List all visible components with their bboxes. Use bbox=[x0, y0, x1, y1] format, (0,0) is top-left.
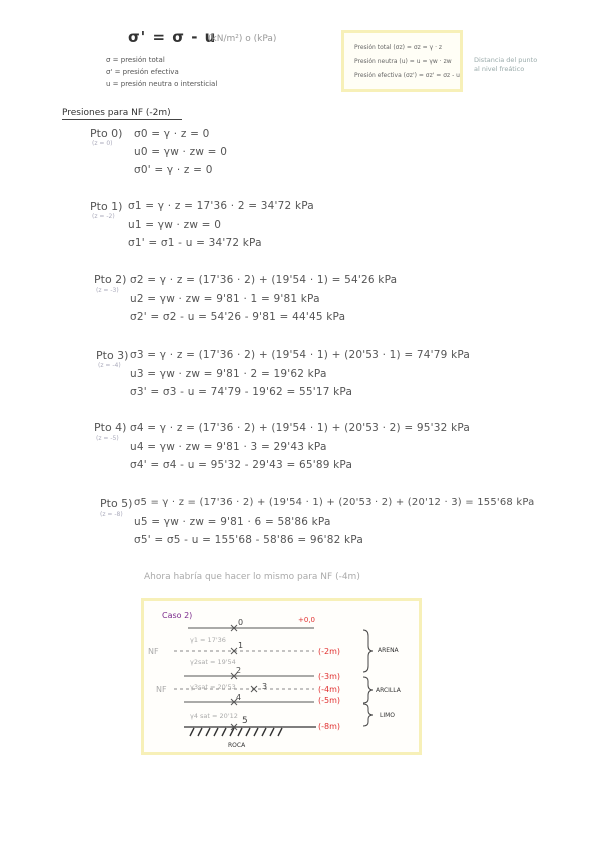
point-1-label: Pto 1) bbox=[90, 200, 123, 213]
point-3-label: Pto 3) bbox=[96, 349, 129, 362]
point-3-line-2: u3 = γw · zw = 9'81 · 2 = 19'62 kPa bbox=[130, 368, 327, 380]
depth-5m: (-5m) bbox=[318, 696, 341, 705]
nf-label: NF bbox=[148, 647, 159, 656]
top-level-label: +0,0 bbox=[298, 616, 315, 624]
point-label-4: 4 bbox=[236, 693, 242, 702]
point-label-1: 1 bbox=[238, 641, 244, 650]
layer-arena: ARENA bbox=[378, 647, 399, 654]
gamma-3: γ3sat = 20'53 bbox=[190, 683, 236, 691]
point-2-label: Pto 2) bbox=[94, 273, 127, 286]
nf-label-2: NF bbox=[156, 685, 167, 694]
legend-neutral: u = presión neutra o intersticial bbox=[106, 80, 218, 88]
box-line-total: Presión total (σz) = σz = γ · z bbox=[354, 44, 443, 51]
point-1-sub: (z = -2) bbox=[92, 213, 115, 220]
point-4-line-1: σ4 = γ · z = (17'36 · 2) + (19'54 · 1) + (20'53 · 2) = 95'32 kPa bbox=[130, 422, 471, 434]
point-label-2: 2 bbox=[236, 666, 242, 675]
box-side-note: Distancia del punto al nivel freático bbox=[474, 56, 538, 73]
gamma-2: γ2sat = 19'54 bbox=[190, 658, 236, 666]
section-underline bbox=[62, 119, 182, 120]
soil-profile-diagram bbox=[141, 598, 422, 755]
point-4-line-3: σ4' = σ4 - u = 95'32 - 29'43 = 65'89 kPa bbox=[130, 459, 353, 471]
depth-8m: (-8m) bbox=[318, 722, 341, 731]
point-3-line-3: σ3' = σ3 - u = 74'79 - 19'62 = 55'17 kPa bbox=[130, 386, 353, 398]
point-0-line-1: σ0 = γ · z = 0 bbox=[134, 128, 210, 140]
soil-profile-svg bbox=[144, 601, 419, 752]
point-5-sub: (z = -8) bbox=[100, 511, 123, 518]
legend-total: σ = presión total bbox=[106, 56, 165, 64]
point-5-line-2: u5 = γw · zw = 9'81 · 6 = 58'86 kPa bbox=[134, 516, 331, 528]
point-4-label: Pto 4) bbox=[94, 421, 127, 434]
layer-limo: LIMO bbox=[380, 712, 396, 719]
point-0-line-3: σ0' = γ · z = 0 bbox=[134, 164, 213, 176]
formula-box bbox=[341, 30, 463, 92]
point-2-line-1: σ2 = γ · z = (17'36 · 2) + (19'54 · 1) = 54'26 kPa bbox=[130, 274, 398, 286]
point-4-line-2: u4 = γw · zw = 9'81 · 3 = 29'43 kPa bbox=[130, 441, 327, 453]
box-line-neutral: Presión neutra (u) = u = γw · zw bbox=[354, 58, 452, 65]
gamma-1: γ1 = 17'36 bbox=[190, 636, 226, 644]
point-2-line-2: u2 = γw · zw = 9'81 · 1 = 9'81 kPa bbox=[130, 293, 320, 305]
point-3-sub: (z = -4) bbox=[98, 362, 121, 369]
point-label-3: 3 bbox=[262, 682, 268, 691]
point-0-line-2: u0 = γw · zw = 0 bbox=[134, 146, 228, 158]
depth-4m: (-4m) bbox=[318, 685, 341, 694]
point-5-line-3: σ5' = σ5 - u = 155'68 - 58'86 = 96'82 kPa bbox=[134, 534, 363, 546]
point-0-label: Pto 0) bbox=[90, 127, 123, 140]
point-5-label: Pto 5) bbox=[100, 497, 133, 510]
point-label-0: 0 bbox=[238, 618, 244, 627]
point-5-line-1: σ5 = γ · z = (17'36 · 2) + (19'54 · 1) + (20'53 · 2) + (20'12 · 3) = 155'68 kPa bbox=[134, 497, 535, 508]
point-3-line-1: σ3 = γ · z = (17'36 · 2) + (19'54 · 1) + (20'53 · 1) = 74'79 kPa bbox=[130, 349, 471, 361]
point-1-line-1: σ1 = γ · z = 17'36 · 2 = 34'72 kPa bbox=[128, 200, 314, 212]
point-2-sub: (z = -3) bbox=[96, 287, 119, 294]
legend-effective: σ' = presión efectiva bbox=[106, 68, 179, 76]
depth-2m: (-2m) bbox=[318, 647, 341, 656]
gamma-4: γ4 sat = 20'12 bbox=[190, 712, 238, 720]
base-roca: ROCA bbox=[228, 742, 246, 749]
box-line-effective: Presión efectiva (σz') = σz' = σz - u bbox=[354, 72, 460, 79]
point-2-line-3: σ2' = σ2 - u = 54'26 - 9'81 = 44'45 kPa bbox=[130, 311, 346, 323]
point-0-sub: (z = 0) bbox=[92, 140, 113, 147]
diagram-title: Caso 2) bbox=[162, 611, 193, 620]
section-title: Presiones para NF (-2m) bbox=[62, 108, 171, 118]
point-4-sub: (z = -5) bbox=[96, 435, 119, 442]
brace-arcilla bbox=[363, 677, 373, 703]
layer-arcilla: ARCILLA bbox=[376, 687, 401, 694]
formula-units: (kN/m²) o (kPa) bbox=[208, 34, 277, 44]
brace-limo bbox=[363, 704, 373, 726]
point-1-line-2: u1 = γw · zw = 0 bbox=[128, 219, 222, 231]
point-label-5: 5 bbox=[242, 716, 248, 726]
point-1-line-3: σ1' = σ1 - u = 34'72 kPa bbox=[128, 237, 262, 249]
brace-arena bbox=[363, 630, 373, 672]
note-nf-4m: Ahora habría que hacer lo mismo para NF (-4m) bbox=[144, 572, 360, 582]
depth-3m: (-3m) bbox=[318, 672, 341, 681]
main-formula: σ' = σ - u bbox=[128, 28, 217, 46]
